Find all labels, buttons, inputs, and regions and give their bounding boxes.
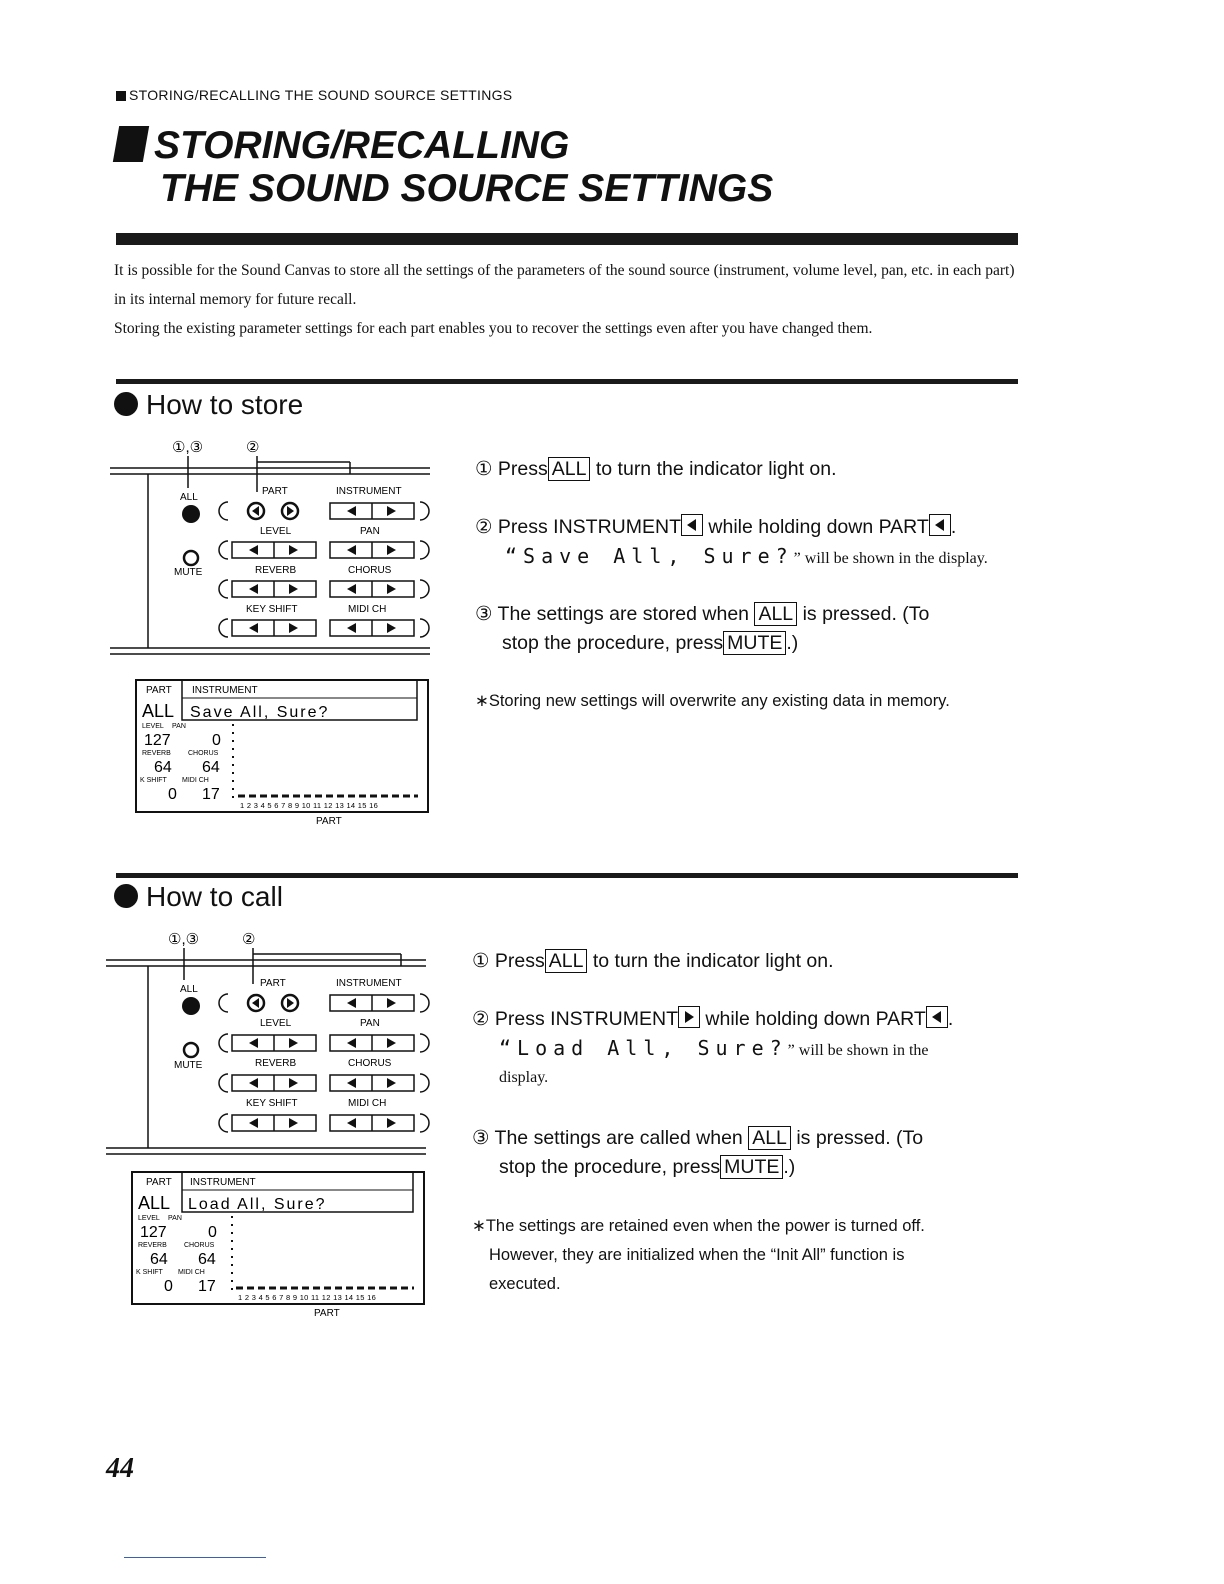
lcd-instrument-label: INSTRUMENT <box>190 1177 256 1188</box>
lcd-kshift-label: K SHIFT <box>136 1269 163 1276</box>
lcd-kshift-value: 0 <box>164 1278 173 1295</box>
instrument-label: INSTRUMENT <box>336 486 402 497</box>
mute-led-icon[interactable] <box>184 1043 198 1057</box>
mute-key: MUTE <box>723 631 786 655</box>
lcd-parts-scale: 1 2 3 4 5 6 7 8 9 10 11 12 13 14 15 16 <box>240 801 379 810</box>
all-key: ALL <box>748 1126 791 1150</box>
chorus-label: CHORUS <box>348 565 392 576</box>
lcd-midi-value: 17 <box>202 786 220 803</box>
callout-2: ② <box>242 931 256 948</box>
lcd-all: ALL <box>142 701 175 721</box>
page-title: STORING/RECALLING THE SOUND SOURCE SETTINGS <box>116 124 773 210</box>
store-heading: How to store <box>114 389 303 421</box>
callout-1-3: ①,③ <box>168 931 200 948</box>
left-arrow-key-icon <box>681 514 703 536</box>
lcd-reverb-value: 64 <box>154 759 172 776</box>
title-rule <box>116 233 1018 245</box>
lcd-display <box>136 680 428 827</box>
mute-key: MUTE <box>720 1155 783 1179</box>
lcd-kshift-label: K SHIFT <box>140 777 167 784</box>
right-arrow-key-icon <box>678 1006 700 1028</box>
mute-led-icon[interactable] <box>184 551 198 565</box>
call-step-3: ③ The settings are called when ALL is pressed. (To <box>472 1127 924 1149</box>
midi-ch-label: MIDI CH <box>348 1098 387 1109</box>
lcd-level-label: LEVEL <box>142 723 164 730</box>
lcd-all: ALL <box>138 1193 171 1213</box>
title-block-icon <box>113 126 149 162</box>
lcd-midi-label: MIDI CH <box>178 1269 205 1276</box>
lcd-bottom-part-label: PART <box>314 1308 340 1319</box>
bullet-icon <box>114 392 138 416</box>
key-shift-label: KEY SHIFT <box>246 604 298 615</box>
all-label: ALL <box>180 492 198 503</box>
store-note: ∗Storing new settings will overwrite any existing data in memory. <box>475 692 950 710</box>
lcd-message: Load All, Sure? <box>188 1196 327 1213</box>
midi-ch-label: MIDI CH <box>348 604 387 615</box>
instrument-label: INSTRUMENT <box>336 978 402 989</box>
lcd-kshift-value: 0 <box>168 786 177 803</box>
lcd-part-label: PART <box>146 685 172 696</box>
reverb-label: REVERB <box>255 565 297 576</box>
store-step-3-line2: stop the procedure, press MUTE .) <box>502 632 799 654</box>
intro-paragraph: It is possible for the Sound Canvas to store all the settings of the parameters of the sound source (instrument, volume level, pan, etc. in each part) in its internal memory for future recall. <box>114 262 1015 308</box>
lcd-parts-scale: 1 2 3 4 5 6 7 8 9 10 11 12 13 14 15 16 <box>238 1293 377 1302</box>
left-arrow-key-icon <box>926 1006 948 1028</box>
lcd-midi-value: 17 <box>198 1278 216 1295</box>
lcd-chorus-label: CHORUS <box>184 1242 215 1249</box>
callout-1-3: ①,③ <box>172 439 204 456</box>
lcd-pan-value: 0 <box>212 732 221 749</box>
mute-label: MUTE <box>174 1060 203 1071</box>
page-number: 44 <box>106 1453 134 1484</box>
section-rule <box>116 873 1018 878</box>
pan-label: PAN <box>360 526 380 537</box>
lcd-chorus-value: 64 <box>202 759 220 776</box>
section-rule <box>116 379 1018 384</box>
part-label: PART <box>262 486 288 497</box>
part-buttons[interactable] <box>248 995 298 1011</box>
store-figure <box>100 430 440 830</box>
all-led-icon[interactable] <box>182 505 200 523</box>
lcd-pan-label: PAN <box>168 1215 182 1222</box>
callout-2: ② <box>246 439 260 456</box>
call-step-1: ① Press ALL to turn the indicator light on. <box>472 950 834 972</box>
call-note: ∗The settings are retained even when the power is turned off. However, they are initialized when the “Init All” function is executed. <box>472 1217 925 1293</box>
lcd-reverb-label: REVERB <box>142 750 171 757</box>
call-step-3-line2: stop the procedure, press MUTE .) <box>499 1156 796 1178</box>
call-heading: How to call <box>114 881 283 913</box>
lcd-level-label: LEVEL <box>138 1215 160 1222</box>
call-step-2-display-line2: display. <box>499 1069 549 1086</box>
left-arrow-key-icon <box>929 514 951 536</box>
lcd-chorus-label: CHORUS <box>188 750 219 757</box>
store-step-3: ③ The settings are stored when ALL is pressed. (To <box>475 603 930 625</box>
lcd-pan-label: PAN <box>172 723 186 730</box>
lcd-level-value: 127 <box>144 732 171 749</box>
lcd-reverb-label: REVERB <box>138 1242 167 1249</box>
footer-line <box>124 1557 266 1558</box>
intro-paragraph: Storing the existing parameter settings for each part enables you to recover the settings even after you have changed them. <box>114 320 873 337</box>
call-step-2-display: “Load All, Sure?” will be shown in the <box>499 1036 929 1060</box>
call-figure <box>96 922 436 1322</box>
chorus-label: CHORUS <box>348 1058 392 1069</box>
store-step-2: ② Press INSTRUMENT while holding down PART . <box>475 516 957 538</box>
store-step-2-display: “Save All, Sure?” will be shown in the display. <box>505 544 988 568</box>
mute-label: MUTE <box>174 567 203 578</box>
all-led-icon[interactable] <box>182 997 200 1015</box>
lcd-instrument-label: INSTRUMENT <box>192 685 258 696</box>
all-key: ALL <box>754 602 797 626</box>
lcd-part-label: PART <box>146 1177 172 1188</box>
all-label: ALL <box>180 984 198 995</box>
square-bullet-icon <box>116 91 126 101</box>
lcd-reverb-value: 64 <box>150 1251 168 1268</box>
lcd-level-value: 127 <box>140 1224 167 1241</box>
key-shift-label: KEY SHIFT <box>246 1098 298 1109</box>
part-label: PART <box>260 978 286 989</box>
lcd-chorus-value: 64 <box>198 1251 216 1268</box>
level-label: LEVEL <box>260 526 292 537</box>
store-step-1: ① Press ALL to turn the indicator light on. <box>475 458 837 480</box>
lcd-message: Save All, Sure? <box>190 704 330 721</box>
lcd-midi-label: MIDI CH <box>182 777 209 784</box>
level-label: LEVEL <box>260 1018 292 1029</box>
lcd-pan-value: 0 <box>208 1224 217 1241</box>
running-header: STORING/RECALLING THE SOUND SOURCE SETTINGS <box>116 87 512 103</box>
part-buttons[interactable] <box>248 503 298 519</box>
intro-text <box>114 256 1024 343</box>
call-step-2: ② Press INSTRUMENT while holding down PART . <box>472 1008 954 1030</box>
lcd-bottom-part-label: PART <box>316 816 342 827</box>
all-key: ALL <box>548 457 591 481</box>
reverb-label: REVERB <box>255 1058 297 1069</box>
all-key: ALL <box>545 949 588 973</box>
bullet-icon <box>114 884 138 908</box>
lcd-display <box>132 1172 424 1319</box>
pan-label: PAN <box>360 1018 380 1029</box>
